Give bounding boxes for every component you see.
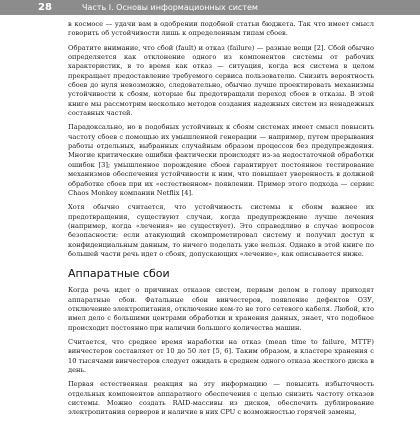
section-heading: Аппаратные сбои	[68, 267, 170, 281]
paragraph: Обратите внимание, что сбой (fault) и отказ (failure) — разные вещи [2]. Сбой обычно определяется как отклонение одного из компонентов системы от рабочих характеристик, в то время как отказ — ситуация, когда вся система в целом прекращает предоставление требуемого сервиса пользователю. Снизить вероятность сбоев до нуля невозможно, следовательно, обычно лучше проектировать механизмы устойчивости к сбоям, которые бы предотвращали переход сбоев в отказы. В этой книге мы рассмотрим несколько методов создания надежных систем из ненадежных составных частей.	[68, 43, 374, 118]
paragraph: Хотя обычно считается, что устойчивость системы к сбоям важнее их предотвращения, существуют случаи, когда предупреждение лучше лечения (например, когда «лечения» не существует). Это справедливо в случае вопросов безопасности: если атакующий скомпрометировал систему и получил доступ к конфиденциальным данным, то ничего поделать уже нельзя. Однако в этой книге по большей части речь идет о сбоях, допускающих «лечение», как описывается ниже.	[68, 203, 374, 258]
paragraph: Когда речь идет о причинах отказов систем, первым делом в голову приходят аппаратные сбои. Фатальные сбои винчестеров, появление дефектов ОЗУ, отключение электропитания, отключение кем-то не того сетевого кабеля. Любой, кто имел дело с большими центрами обработки и хранения данных, знает, что подобное происходит постоянно при наличии большого количества машин.	[68, 286, 374, 332]
running-header	[0, 0, 420, 15]
paragraph: Считается, что среднее время наработки на отказ (mean time to failure, MTTF) винчестеров составляет от 10 до 50 лет [5, 6]. Таким образом, в кластере хранения с 10 тысячами винчестеров следует ожидать в среднем одного отказа жесткого диска в день.	[68, 337, 374, 374]
page-body	[68, 20, 374, 423]
paragraph: Парадоксально, но в подобных устойчивых к сбоям системах имеет смысл повысить частоту сбоев с помощью их умышленной генерации — например, путем прерывания работы отдельных, выбранных случайным образом процессов без предупреждения. Многие критические ошибки фактически происходят из-за недостаточной обработки ошибок [3]; умышленное порождение сбоев гарантирует постоянное тестирование механизмов обеспечения устойчивости к ним, что повышает уверенность в должной обработке сбоев при их «естественном» появлении. Пример этого подхода — сервис Chaos Monkey компании Netflix [4].	[68, 123, 374, 197]
paragraph: в космосе — удачи вам в одобрении подобной статьи бюджета. Так что имеет смысл говорить об устойчивости лишь к определенным типам сбоев.	[68, 20, 374, 38]
paragraph: Первая естественная реакция на эту информацию — повысить избыточность отдельных компонентов аппаратного обеспечения с целью снизить частоту отказов системы. Можно создать RAID-массивы из дисков, обеспечить дублирование электропитания серверов и наличие в них CPU с возможностью горячей замены,	[68, 380, 374, 417]
running-title: Часть I. Основы информационных систем	[82, 3, 258, 12]
page-number: 28	[38, 2, 52, 13]
